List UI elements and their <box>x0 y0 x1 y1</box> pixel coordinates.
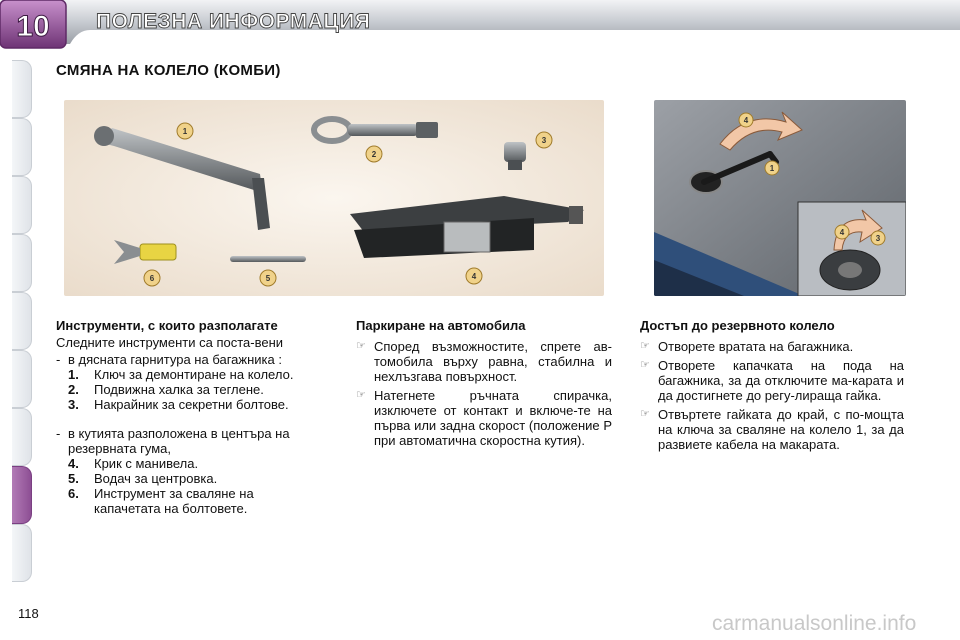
bullet-text: Отворете капачката на пода на багажника, за да отключите ма-карата и да достигнете до регу-лиращa гайка. <box>658 358 904 403</box>
item-number: 5. <box>68 471 79 486</box>
list-item <box>640 407 904 452</box>
chapter-tab[interactable] <box>12 524 32 582</box>
item-text: Инструмент за сваляне на капачетата на болтовете. <box>94 486 254 516</box>
spare-wheel-illustration <box>654 100 906 296</box>
tools-group-1-text: в дясната гарнитура на багажника : <box>68 352 282 367</box>
list-item <box>56 367 308 382</box>
tools-heading: Инструменти, с които разполагате <box>56 318 278 333</box>
list-item <box>640 358 904 403</box>
watermark: carmanualsonline.info <box>712 612 917 635</box>
pointing-hand-icon: ☞ <box>640 408 650 420</box>
chapter-tab-active[interactable] <box>12 466 32 524</box>
callout-label: 2 <box>371 150 377 159</box>
page-number: 118 <box>18 606 39 621</box>
tools-group-2 <box>56 426 308 456</box>
parking-column <box>356 318 612 452</box>
pointing-hand-icon: ☞ <box>640 340 650 352</box>
callout-label: 5 <box>265 274 271 283</box>
page-header <box>0 0 960 50</box>
callout-label: 3 <box>541 136 547 145</box>
callout-label: 4 <box>471 272 477 281</box>
spare-access-heading: Достъп до резервното колело <box>640 318 835 333</box>
tools-illustration <box>64 100 604 296</box>
item-text: Водач за центровка. <box>94 471 218 486</box>
list-item <box>56 456 308 471</box>
chapter-tab[interactable] <box>12 118 32 176</box>
chapter-tab[interactable] <box>12 60 32 118</box>
spare-wheel-photo <box>654 100 906 296</box>
chapter-tab[interactable] <box>12 350 32 408</box>
item-text: Крик с манивела. <box>94 456 199 471</box>
item-number: 6. <box>68 486 79 501</box>
callout-label: 1 <box>182 127 188 136</box>
callout-label: 4 <box>839 228 845 237</box>
chapter-tab[interactable] <box>12 234 32 292</box>
callout-label: 3 <box>875 234 881 243</box>
tools-group-2-text: в кутията разположена в центъра на резервната гума, <box>68 426 290 456</box>
bullet-text: Натегнете ръчната спирачка, изключете от контакт и включе-те на първа или задна скорост (положение P при автоматична скоростна кутия). <box>374 388 612 448</box>
callout-label: 4 <box>743 116 749 125</box>
tools-group-1 <box>56 352 308 367</box>
tools-photo <box>64 100 604 296</box>
list-item <box>56 382 308 397</box>
item-number: 3. <box>68 397 79 412</box>
pointing-hand-icon: ☞ <box>356 340 366 352</box>
item-text: Накрайник за секретни болтове. <box>94 397 289 412</box>
item-text: Ключ за демонтиране на колело. <box>94 367 294 382</box>
list-item <box>356 339 612 384</box>
chapter-number: 10 <box>16 10 50 43</box>
list-item <box>56 486 308 516</box>
item-number: 1. <box>68 367 79 382</box>
list-item <box>640 339 904 354</box>
chapter-tab[interactable] <box>12 292 32 350</box>
dash-marker: - <box>56 426 61 441</box>
header-band <box>0 0 960 50</box>
item-text: Подвижна халка за теглене. <box>94 382 264 397</box>
tools-intro: Следните инструменти са поста-вени <box>56 335 284 350</box>
list-item <box>56 397 308 412</box>
item-number: 4. <box>68 456 79 471</box>
callout-label: 1 <box>769 164 775 173</box>
spare-access-column <box>640 318 904 456</box>
chapter-tabs <box>0 60 34 580</box>
chapter-tab[interactable] <box>12 408 32 466</box>
callout-label: 6 <box>149 274 155 283</box>
list-item <box>56 471 308 486</box>
centering-guide <box>230 256 306 262</box>
bullet-text: Според възможностите, спрете ав-томобила върху равна, стабилна и нехлъзгава повърхност. <box>374 339 612 384</box>
item-number: 2. <box>68 382 79 397</box>
list-item <box>356 388 612 448</box>
chapter-tab[interactable] <box>12 176 32 234</box>
tools-column <box>56 318 308 516</box>
chapter-title: ПОЛЕЗНА ИНФОРМАЦИЯ <box>96 10 371 33</box>
parking-heading: Паркиране на автомобила <box>356 318 526 333</box>
pointing-hand-icon: ☞ <box>640 359 650 371</box>
section-title: СМЯНА НА КОЛЕЛО (КОМБИ) <box>56 62 281 79</box>
bullet-text: Отвъртете гайката до край, с по-мощта на ключа за сваляне на колело 1, за да развиете кабела на макарата. <box>658 407 904 452</box>
pointing-hand-icon: ☞ <box>356 389 366 401</box>
dash-marker: - <box>56 352 61 367</box>
bullet-text: Отворете вратата на багажника. <box>658 339 854 354</box>
